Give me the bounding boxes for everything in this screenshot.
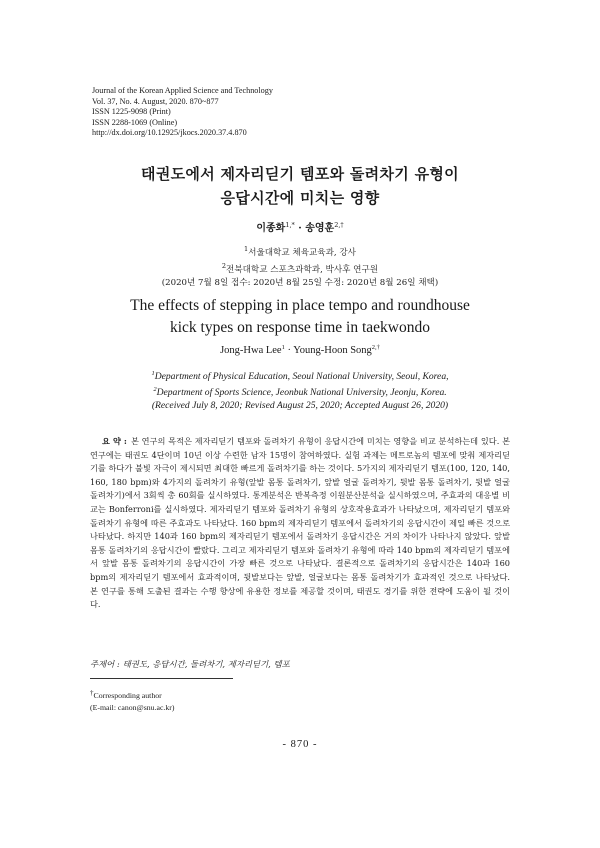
author-2-en: Young-Hoon Song [293,345,372,356]
author-1-en: Jong-Hwa Lee [220,345,282,356]
keywords-label: 주제어 : [90,659,120,669]
affiliation-2-ko-sup: 2 [221,262,227,270]
journal-info [92,86,273,139]
korean-title-line-2: 응답시간에 미치는 영향 [220,189,380,207]
page-number: - 870 - [282,739,318,750]
corresponding-author [90,687,174,702]
received-dates-en: (Received July 8, 2020; Revised August 25, 2020; Accepted August 26, 2020) [151,400,449,412]
keywords-text: 태권도, 응답시간, 돌려차기, 제자리딛기, 템포 [122,659,290,669]
affiliation-1-en-sup: 1 [151,370,155,377]
affiliation-1-ko-sup: 1 [244,245,249,253]
keywords [90,658,290,670]
korean-title [0,162,600,210]
received-dates-ko: (2020년 7월 8일 접수: 2020년 8월 25일 수정: 2020년 8월 26일 채택) [161,278,439,288]
abstract-label: 요 약 : [102,436,127,446]
author-separator: · [294,223,306,234]
author-2-en-sup: 2,† [371,344,380,351]
corresponding-email: (E-mail: canon@snu.ac.kr) [90,703,175,712]
journal-name: Journal of the Korean Applied Science and Technology [92,86,273,95]
footnote-divider [90,678,233,679]
abstract [90,435,510,612]
english-title-line-2: kick types on response time in taekwondo [169,319,430,336]
corresponding-author-text: Corresponding author [93,691,162,700]
author-2-ko: 송영훈 [305,223,335,234]
affiliation-2-en-sup: 2 [153,386,157,394]
affiliation-2-ko-text: 전북대학교 스포츠과학과, 박사후 연구원 [226,265,379,275]
doi-link[interactable]: http://dx.doi.org/10.12925/jkocs.2020.37.4.870 [92,128,247,138]
author-1-ko: 이종화 [256,223,286,234]
affiliation-1-en-text: Department of Physical Education, Seoul National University, Seoul, Korea, [154,371,449,382]
affiliation-2-en-text: Department of Sports Science, Jeonbuk National University, Jeonju, Korea. [156,387,447,399]
dagger-mark: † [90,689,94,697]
english-authors [0,344,600,356]
english-affiliations [0,367,600,413]
affiliation-1-ko-text: 서울대학교 체육교육과, 강사 [248,248,356,258]
affiliation-2-en [0,383,600,399]
author-1-ko-sup: 1,* [285,221,295,229]
korean-authors [0,219,600,234]
author-1-en-sup: 1 [281,344,285,351]
journal-volume: Vol. 37, No. 4. August, 2020. 870~877 [92,96,219,106]
author-separator-en: · [284,345,294,356]
issn-online: ISSN 2288-1069 (Online) [92,117,178,127]
affiliation-1-en [0,367,600,383]
affiliation-2-ko [0,260,600,277]
issn-print: ISSN 1225-9098 (Print) [92,107,171,117]
author-2-ko-sup: 2,† [334,221,344,229]
footnote [90,687,174,714]
english-title [0,295,600,339]
korean-title-line-1: 태권도에서 제자리딛기 템포와 돌려차기 유형이 [141,165,459,183]
english-title-line-1: The effects of stepping in place tempo and roundhouse [130,297,470,314]
affiliation-1-ko [0,243,600,260]
abstract-text: 본 연구의 목적은 제자리딛기 템포와 돌려차기 유형이 응답시간에 미치는 영향을 비교 분석하는데 있다. 본 연구에는 태권도 4단이며 10년 이상 수련한 남자 15명이 참여하였다. 실험 과제는 메트로놈의 템포에 맞춰 제자리딛기를 하다가 불빛 자극이 제시되면 최대한 빠르게 돌려차기를 하는 것이다. 5가지의 제자리딛기 템포(100, 120, 140, 160, 180 bpm)와 4가지의 돌려차기 유형(앞발 몸통 돌려차기, 앞발 얼굴 돌려차기, 뒷발 몸통 돌려차기, 뒷발 얼굴 돌려차기)에서 3회씩 총 60회를 실시하였다. 통계분석은 반복측정 이원분산분석을 실시하였으며, 주효과의 대응별 비교는 Bonferroni를 실시하였다. 제자리딛기 템포와 돌려차기 유형의 상호작용효과가 나타났으며, 제자리딛기 템포와 돌려차기 유형에 따른 주효과도 나타났다. 160 bpm의 제자리딛기 템포에서 돌려차기의 응답시간이 제일 빠른 것으로 나타났다. 하지만 140과 160 bpm의 제자리딛기 템포에서 돌려차기 응답시간은 거의 차이가 나타나지 않았다. 앞발 몸통 돌려차기의 응답시간이 빨랐다. 그리고 제자리딛기 템포와 돌려차기 유형에 따라 140 bpm의 제자리딛기 템포에서 앞발 몸통 돌려차기의 응답시간이 가장 빠른 것으로 나타났다. 결론적으로 돌려차기의 응답시간은 140과 160 bpm의 제자리딛기 템포에서 효과적이며, 뒷발보다는 앞발, 얼굴보다는 몸통 돌려차기가 효과적인 것으로 나타났다. 본 연구를 통해 도출된 결과는 수행 향상에 유용한 정보를 제공할 것이며, 태권도 경기를 위한 전략에 도움이 될 것이다. [90,436,510,610]
korean-affiliations [0,243,600,290]
